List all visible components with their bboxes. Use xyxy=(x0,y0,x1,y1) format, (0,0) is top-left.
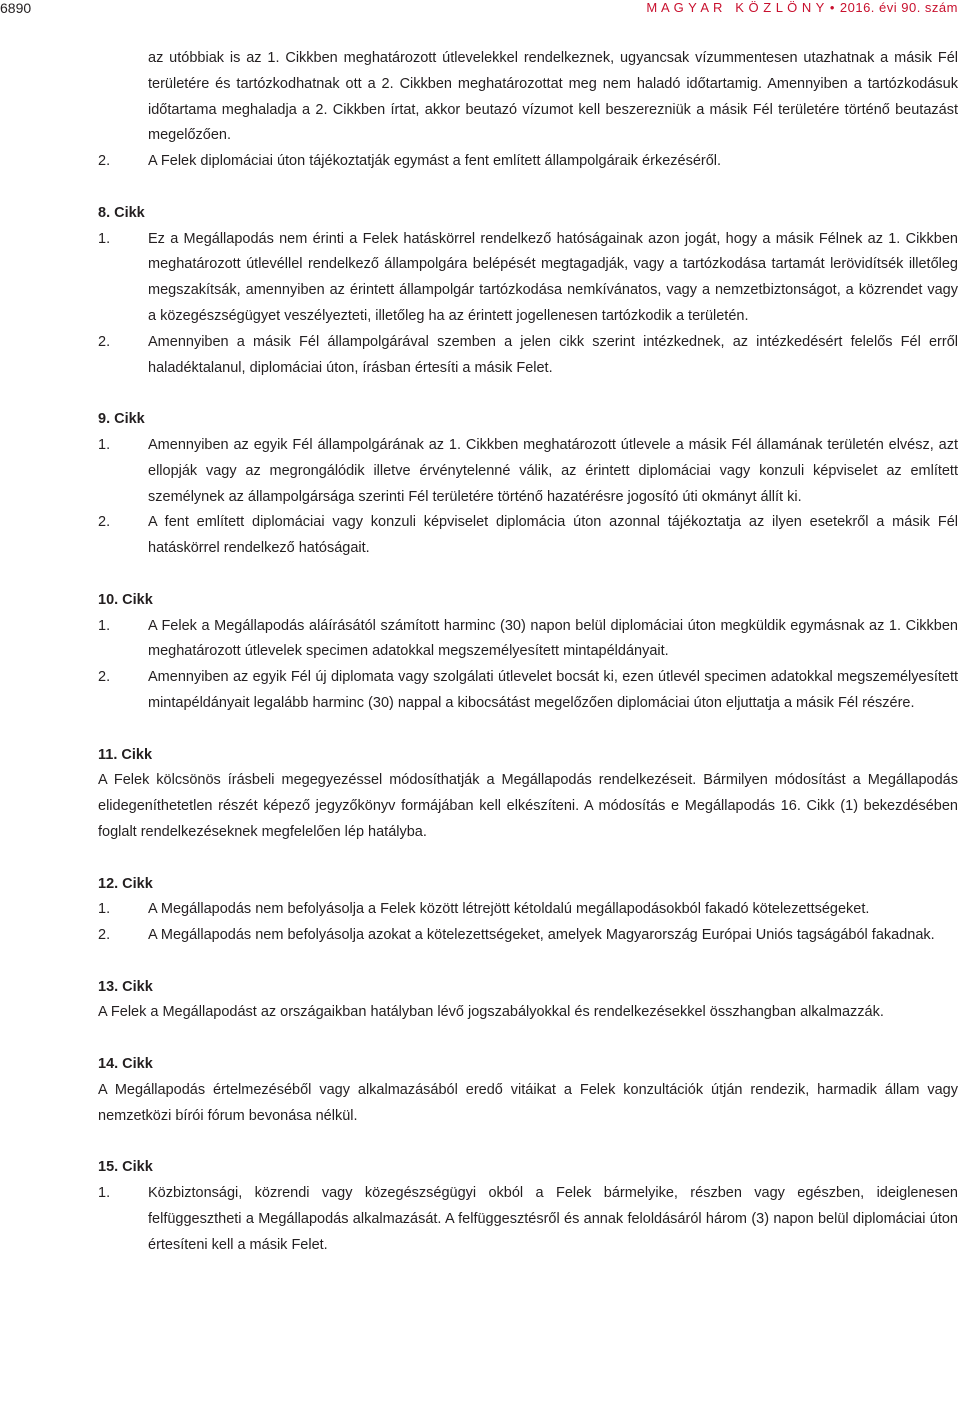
article-13-paragraph: A Felek a Megállapodást az országaikban hatályban lévő jogszabályokkal és rendelkezésekkel összhangban alkalmazzák. xyxy=(98,1004,884,1021)
item-text: A Megállapodás nem befolyásolja a Felek között létrejött kétoldalú megállapodásokból fakadó kötelezettségeket. xyxy=(148,901,870,918)
item-text: A fent említett diplomáciai vagy konzuli képviselet diplomácia úton azonnal tájékoztatja az ilyen esetekről a másik Fél hatáskörrel rendelkező hatóságait. xyxy=(148,514,958,557)
article-heading-15: 15. Cikk xyxy=(98,1159,153,1176)
item-text: A Felek diplomáciai úton tájékoztatják egymást a fent említett állampolgáraik érkezéséről. xyxy=(148,153,722,170)
article-8-item-2 xyxy=(98,330,958,382)
item-number: 2. xyxy=(98,153,111,170)
item-number: 1. xyxy=(98,230,111,247)
article-heading-14: 14. Cikk xyxy=(98,1056,153,1073)
item-number: 1. xyxy=(98,617,111,634)
item-number: 1. xyxy=(98,436,111,453)
article-7-item-2 xyxy=(98,149,958,175)
item-number: 1. xyxy=(98,1185,111,1202)
item-number: 2. xyxy=(98,333,111,350)
item-number: 2. xyxy=(98,669,111,686)
article-heading-11: 11. Cikk xyxy=(98,746,153,763)
item-number: 1. xyxy=(98,901,111,918)
article-11-paragraph: A Felek kölcsönös írásbeli megegyezéssel módosíthatják a Megállapodás rendelkezéseit. Bármilyen módosítást a Megállapodás elidegeníthetetlen részét képező jegyzőkönyv formájában kell elkészíteni. A módosítás e Megállapodás 16. Cikk (1) bekezdésében foglalt rendelkezéseknek megfelelően lép hatályba. xyxy=(98,772,958,840)
article-10-item-2 xyxy=(98,665,958,717)
page-number: 6890 xyxy=(0,0,32,16)
article-12-item-2 xyxy=(98,923,958,949)
issue-number: 2016. évi 90. szám xyxy=(839,0,958,15)
article-15-item-1 xyxy=(98,1181,958,1258)
article-heading-12: 12. Cikk xyxy=(98,875,153,892)
item-text: A Felek a Megállapodás aláírásától számított harminc (30) napon belül diplomáciai úton megküldik egymásnak az 1. Cikkben meghatározott útlevelek specimen adatokkal megszemélyesített mintapéldányait. xyxy=(148,617,958,660)
article-9-item-1 xyxy=(98,433,958,510)
article-9-item-2 xyxy=(98,510,958,562)
continuation-paragraph: az utóbbiak is az 1. Cikkben meghatározott útlevelekkel rendelkeznek, ugyancsak vízummentesen utazhatnak a másik Fél területére és tartózkodhatnak ott a 2. Cikkben meghatározottat meg nem haladó időtartamig. Amennyiben a tartózkodásuk időtartama meghaladja a 2. Cikkben írtat, akkor beutazó vízumot kell beszerezniük a másik Fél területére történő beutazást megelőzően. xyxy=(148,50,958,144)
article-10-item-1 xyxy=(98,614,958,666)
article-heading-9: 9. Cikk xyxy=(98,411,145,428)
item-number: 2. xyxy=(98,514,111,531)
item-text: Közbiztonsági, közrendi vagy közegészségügyi okból a Felek bármelyike, részben vagy egészben, ideiglenesen felfüggesztheti a Megállapodás alkalmazását. A felfüggesztésről és annak feloldásáról három (3) napon belül diplomáciai úton értesíteni kell a másik Felet. xyxy=(148,1185,958,1253)
item-text: A Megállapodás nem befolyásolja azokat a kötelezettségeket, amelyek Magyarország Európai Uniós tagságából fakadnak. xyxy=(148,927,935,944)
document-body xyxy=(98,46,958,1258)
journal-title xyxy=(646,0,958,16)
article-heading-8: 8. Cikk xyxy=(98,204,145,221)
item-text: Amennyiben az egyik Fél állampolgárának az 1. Cikkben meghatározott útlevele a másik Fél államának területén elvész, azt ellopják vagy az megrongálódik illetve érvénytelenné válik, az érintett diplomáciai vagy konzuli képviselet az említett személynek az állampolgársága szerinti Fél területére történő hazatérésre jogosító úti okmányt állít ki. xyxy=(148,436,958,505)
bullet-separator: • xyxy=(829,0,835,15)
journal-name: M A G Y A R K Ö Z L Ö N Y xyxy=(646,0,825,15)
item-text: Ez a Megállapodás nem érinti a Felek hatáskörrel rendelkező hatóságainak azon jogát, hogy a másik Félnek az 1. Cikkben meghatározott útlevéllel rendelkező állampolgára belépését megtagadják, vagy a tartózkodása tartamát lerövidítsék illetőleg megszakítsák, amennyiben az érintett állampolgár tartózkodása nemkívánatos, vagy a nemzetbiztonságot, a közrendet vagy a közegészségügyet veszélyezteti, illetőleg ha az érintett jogellenesen tartózkodik a területén. xyxy=(148,230,958,324)
article-12-item-1 xyxy=(98,897,958,923)
page-header xyxy=(0,0,960,22)
item-number: 2. xyxy=(98,927,111,944)
article-heading-13: 13. Cikk xyxy=(98,978,153,995)
item-text: Amennyiben a másik Fél állampolgárával szemben a jelen cikk szerint intézkednek, az intézkedésért felelős Fél erről haladéktalanul, diplomáciai úton, írásban értesíti a másik Felet. xyxy=(148,333,958,376)
article-8-item-1 xyxy=(98,227,958,330)
article-14-paragraph: A Megállapodás értelmezéséből vagy alkalmazásából eredő vitáikat a Felek konzultációk útján rendezik, harmadik állam vagy nemzetközi bírói fórum bevonása nélkül. xyxy=(98,1081,958,1124)
item-text: Amennyiben az egyik Fél új diplomata vagy szolgálati útlevelet bocsát ki, ezen útlevél specimen adatokkal megszemélyesített mintapéldányait legalább harminc (30) nappal a kibocsátást megelőzően diplomáciai úton eljuttatja a másik Fél részére. xyxy=(148,669,958,711)
article-heading-10: 10. Cikk xyxy=(98,591,153,608)
